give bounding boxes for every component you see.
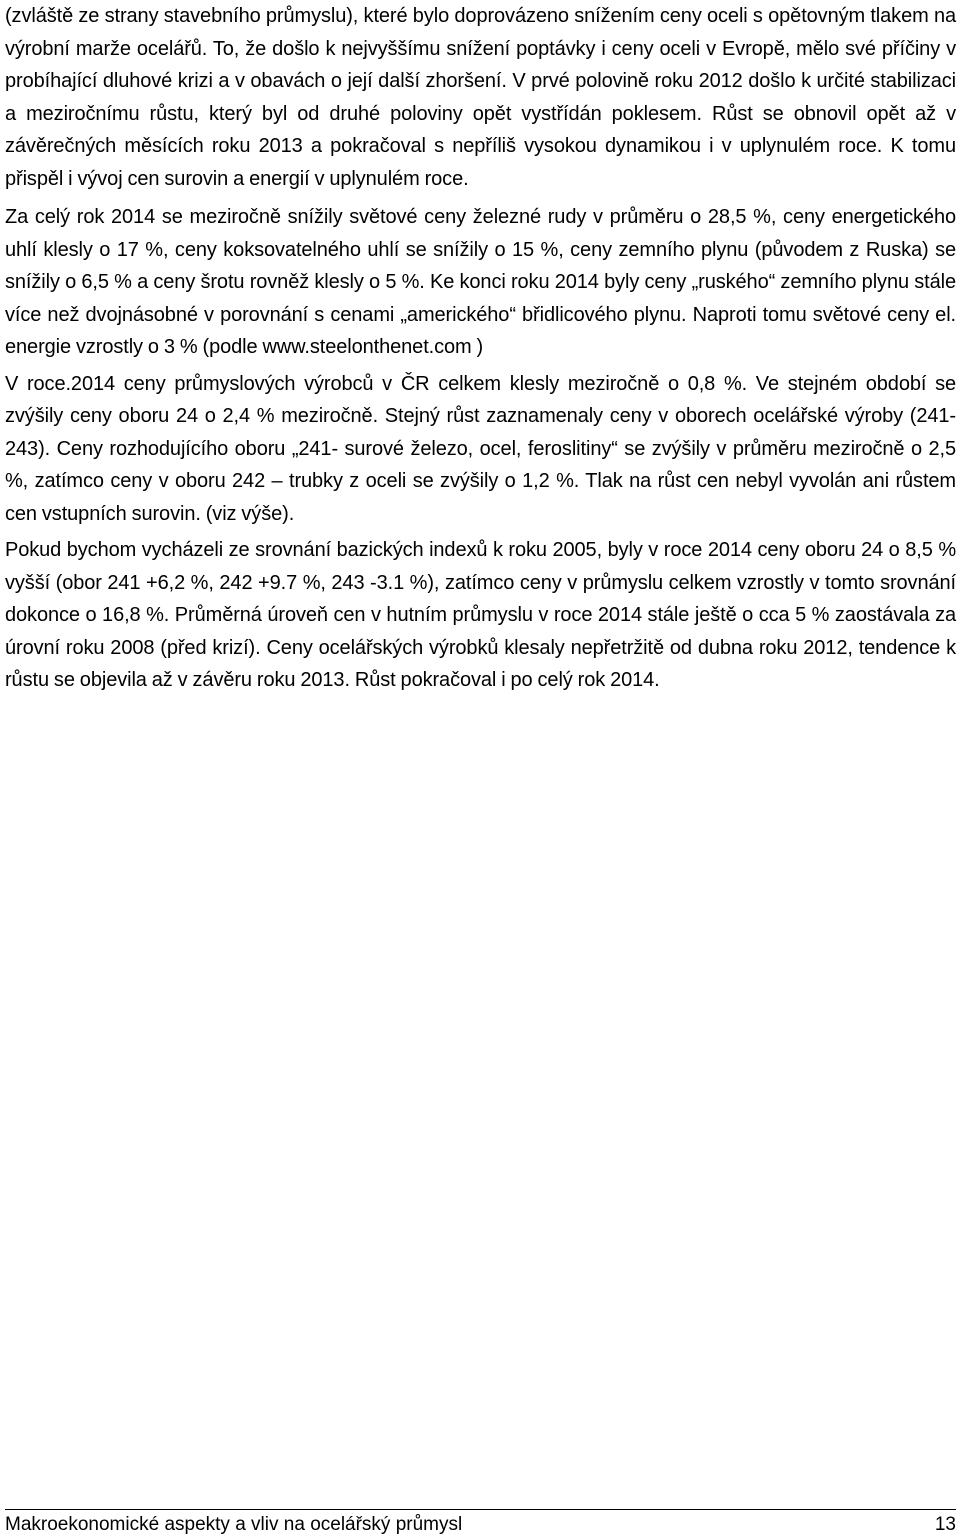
document-body xyxy=(5,0,956,697)
footer-title: Makroekonomické aspekty a vliv na ocelářský průmysl xyxy=(5,1514,463,1535)
paragraph-base-indices: Pokud bychom vycházeli ze srovnání bazických indexů k roku 2005, byly v roce 2014 ceny oboru 24 o 8,5 % vyšší (obor 241 +6,2 %, 242 +9.7 %, 243 -3.1 %), zatímco ceny v průmyslu celkem vzrostly v tomto srovnání dokonce o 16,8 %. Průměrná úroveň cen v hutním průmyslu v roce 2014 stále ještě o cca 5 % zaostávala za úrovní roku 2008 (před krizí). Ceny ocelářských výrobků klesaly nepřetržitě od dubna roku 2012, tendence k růstu se objevila až v závěru roku 2013. Růst pokračoval i po celý rok 2014. xyxy=(5,539,956,691)
paragraph-raw-material-prices: Za celý rok 2014 se meziročně snížily světové ceny železné rudy v průměru o 28,5 %, ceny energetického uhlí klesly o 17 %, ceny koksovatelného uhlí se snížily o 15 %, ceny zemního plynu (původem z Ruska) se snížily o 6,5 % a ceny šrotu rovněž klesly o 5 %. Ke konci roku 2014 byly ceny „ruského“ zemního plynu stále více než dvojnásobné v porovnání s cenami „amerického“ břidlicového plynu. Naproti tomu světové ceny el. energie vzrostly o 3 % (podle www.steelonthenet.com ) xyxy=(5,206,956,358)
page-footer xyxy=(5,1509,956,1538)
paragraph-producer-prices: V roce.2014 ceny průmyslových výrobců v ČR celkem klesly meziročně o 0,8 %. Ve stejném období se zvýšily ceny oboru 24 o 2,4 % meziročně. Stejný růst zaznamenaly ceny v oborech ocelářské výroby (241-243). Ceny rozhodujícího oboru „241- surové železo, ocel, feroslitiny“ se zvýšily v průměru meziročně o 2,5 %, zatímco ceny v oboru 242 – trubky z oceli se zvýšily o 1,2 %. Tlak na růst cen nebyl vyvolán ani růstem cen vstupních surovin. (viz výše). xyxy=(5,372,956,525)
paragraph-steel-demand: (zvláště ze strany stavebního průmyslu), které bylo doprovázeno snížením ceny oceli s opětovným tlakem na výrobní marže ocelářů. To, že došlo k nejvyššímu snížení poptávky i ceny oceli v Evropě, mělo své příčiny v probíhající dluhové krizi a v obavách o její další zhoršení. V prvé polovině roku 2012 došlo k určité stabilizaci a meziročnímu růstu, který byl od druhé poloviny opět vystřídán poklesem. Růst se obnovil opět až v závěrečných měsících roku 2013 a pokračoval s nepříliš vysokou dynamikou i v uplynulém roce. K tomu přispěl i vývoj cen surovin a energií v uplynulém roce. xyxy=(5,5,956,190)
page-number: 13 xyxy=(934,1514,956,1535)
